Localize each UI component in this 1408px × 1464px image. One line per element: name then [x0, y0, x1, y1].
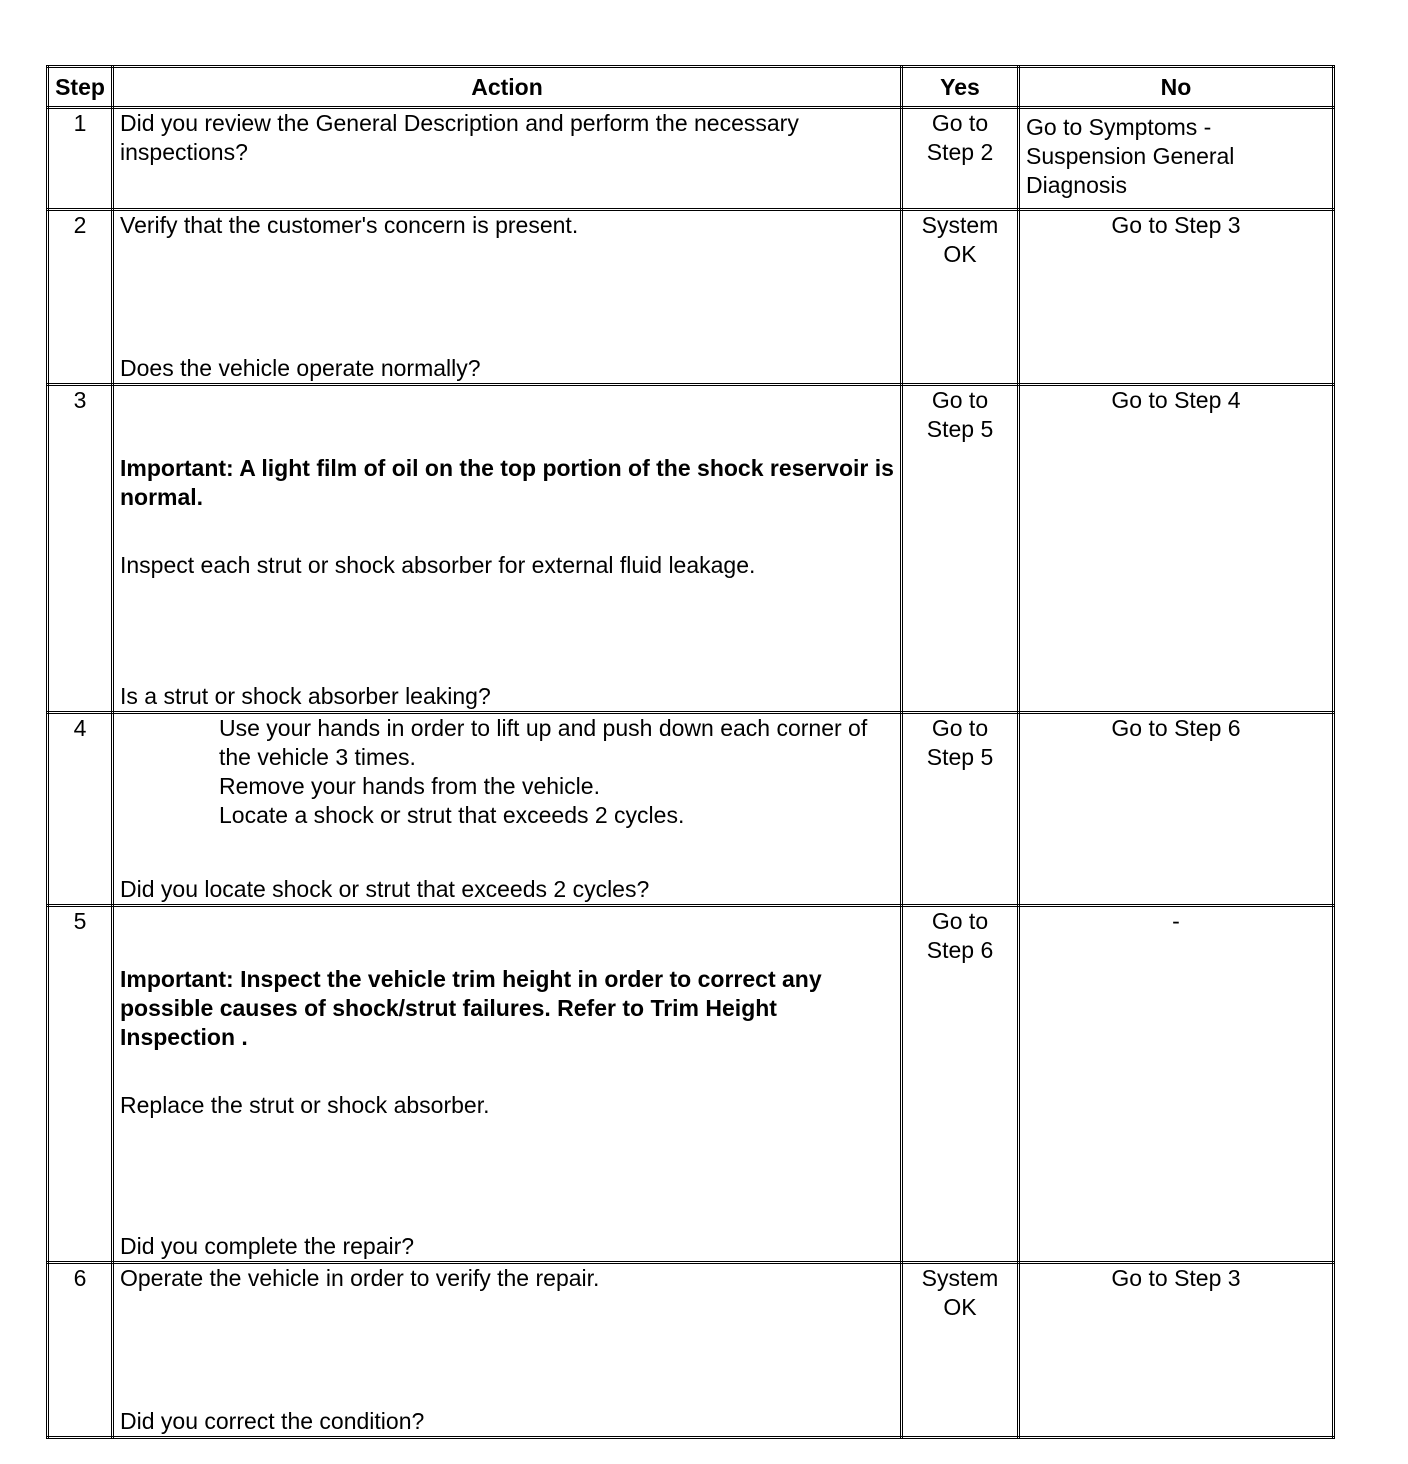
step-number: 2: [48, 210, 113, 385]
important-note: Important: A light film of oil on the top portion of the shock reservoir is normal.: [120, 455, 894, 510]
table-row: [48, 713, 1334, 906]
no-cell: Go to Symptoms - Suspension General Diagnosis: [1019, 108, 1334, 210]
no-cell: -: [1019, 906, 1334, 1263]
action-instruction: Inspect each strut or shock absorber for external fluid leakage.: [120, 552, 756, 578]
list-item: Locate a shock or strut that exceeds 2 cycles.: [219, 802, 685, 828]
step-number: 5: [48, 906, 113, 1263]
action-instruction: Verify that the customer's concern is present.: [120, 212, 579, 238]
important-note: Important: Inspect the vehicle trim height in order to correct any possible causes of shock/strut failures. Refer to Trim Height Inspection .: [120, 966, 822, 1050]
header-no: No: [1019, 67, 1334, 108]
action-question: Did you locate shock or strut that exceeds 2 cycles?: [120, 876, 650, 902]
action-cell: [113, 713, 902, 906]
step-number: 3: [48, 385, 113, 713]
table-header-row: [48, 67, 1334, 108]
no-cell: Go to Step 3: [1019, 1263, 1334, 1438]
header-yes: Yes: [902, 67, 1019, 108]
no-cell: Go to Step 3: [1019, 210, 1334, 385]
table-row: [48, 108, 1334, 210]
action-question: Is a strut or shock absorber leaking?: [120, 683, 491, 709]
yes-cell: System OK: [902, 1263, 1019, 1438]
step-number: 4: [48, 713, 113, 906]
diagnostic-table: [46, 65, 1335, 1439]
action-cell: [113, 108, 902, 210]
action-question: Did you correct the condition?: [120, 1408, 425, 1434]
action-question: Does the vehicle operate normally?: [120, 355, 481, 381]
action-instruction: Operate the vehicle in order to verify the repair.: [120, 1265, 600, 1291]
table-row: [48, 906, 1334, 1263]
action-cell: [113, 385, 902, 713]
action-cell: [113, 210, 902, 385]
list-item: Use your hands in order to lift up and push down each corner of the vehicle 3 times.: [219, 715, 868, 770]
step-number: 6: [48, 1263, 113, 1438]
no-cell: Go to Step 4: [1019, 385, 1334, 713]
table-row: [48, 210, 1334, 385]
action-cell: [113, 906, 902, 1263]
action-question: Did you complete the repair?: [120, 1233, 415, 1259]
no-cell: Go to Step 6: [1019, 713, 1334, 906]
table-row: [48, 385, 1334, 713]
yes-cell: Go to Step 6: [902, 906, 1019, 1263]
header-step: Step: [48, 67, 113, 108]
list-item: Remove your hands from the vehicle.: [219, 773, 600, 799]
yes-cell: Go to Step 5: [902, 713, 1019, 906]
yes-cell: Go to Step 5: [902, 385, 1019, 713]
action-question: Did you review the General Description and perform the necessary inspections?: [120, 110, 799, 165]
header-action: Action: [113, 67, 902, 108]
yes-cell: Go to Step 2: [902, 108, 1019, 210]
action-instruction: Replace the strut or shock absorber.: [120, 1092, 490, 1118]
yes-cell: System OK: [902, 210, 1019, 385]
table-row: [48, 1263, 1334, 1438]
step-number: 1: [48, 108, 113, 210]
action-cell: [113, 1263, 902, 1438]
action-list: [120, 714, 894, 830]
